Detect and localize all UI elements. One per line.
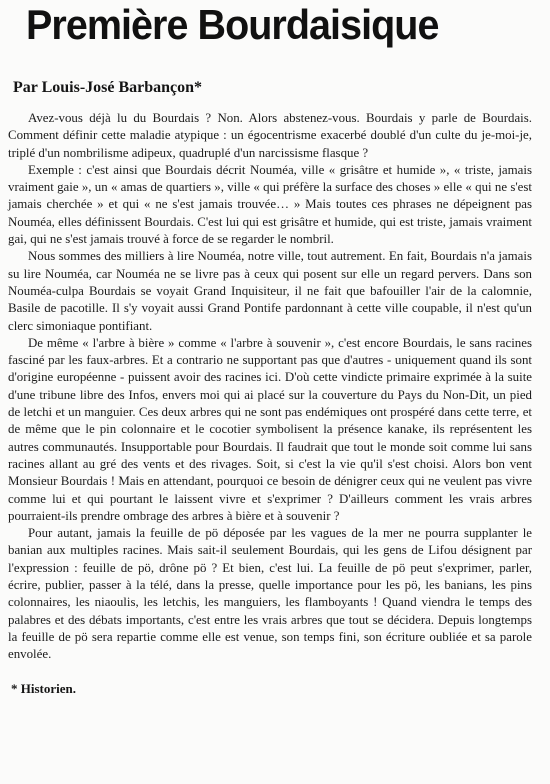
paragraph: De même « l'arbre à bière » comme « l'arbre à souvenir », c'est encore Bourdais, le sans racines fasciné par les faux-arbres. Et a contrario ne supportant pas que d'autres - uniquement quand ils sont d'origine européenne - puissent avoir des racines ici. D'où cette vindicte primaire exprimée à la suite d'une tribune libre des Infos, envers moi qui ai placé sur la couverture du Pays du Non-Dit, un pied de letchi et un manguier. Ces deux arbres qui ne sont pas endémiques ont prospéré dans cette terre, et de même que le pin colonnaire et le cocotier symbolisent la présence kanake, ils représentent les autres communautés. Insupportable pour Bourdais. Il faudrait que tout le monde soit comme lui sans racines allant au gré des vents et des rivages. Soit, si c'est la vie qu'il s'est choisi. Alors bon vent Monsieur Bourdais ! Mais en attendant, pourquoi ce besoin de dénigrer ceux qui ne veulent pas vivre comme lui et qui pourtant le laissent vivre et s'exprimer ? D'ailleurs comment les vrais arbres pourraient-ils prendre ombrage des arbres à bière et à souvenir ?	[8, 335, 532, 523]
article-byline: Par Louis-José Barbançon*	[13, 79, 203, 96]
paragraph: Avez-vous déjà lu du Bourdais ? Non. Alors abstenez-vous. Bourdais y parle de Bourdais. Comment définir cette maladie atypique : un égocentrisme exacerbé doublé d'un culte du je-moi-je, triplé d'un nombrilisme adipeux, quadruplé d'un narcissisme flasque ?	[8, 111, 532, 160]
paragraph: Nous sommes des milliers à lire Nouméa, notre ville, tout autrement. En fait, Bourdais n'a jamais su lire Nouméa, car Nouméa ne se livre pas à ceux qui posent sur elle un regard pervers. Dans son Nouméa-culpa Bourdais se voyait Grand Inquisiteur, il ne fait que bafouiller l'air de la calomnie, Basile de pacotille. Il s'y voyait aussi Grand Pontife pardonnant à cette ville coupable, il n'est qu'un clerc simoniaque pontifiant.	[8, 249, 532, 333]
article-title: Première Bourdaisique	[26, 1, 439, 48]
paragraph: Pour autant, jamais la feuille de pö déposée par les vagues de la mer ne pourra supplanter le banian aux multiples racines. Mais sait-il seulement Bourdais, qui les gens de Lifou désignent par l'expression : feuille de pö, drône pö ? Et bien, c'est lui. La feuille de pö peut s'exprimer, parler, écrire, publier, passer à la télé, dans la presse, quelle importance pour les pö, les banians, les pins colonnaires, les niaoulis, les letchis, les manguiers, les flamboyants ! Quand viendra le temps des palabres et des débats importants, c'est entre les vrais arbres que tout se décidera. Depuis longtemps la feuille de pö sera repartie comme elle est venue, son temps fini, son écriture oubliée et sa parole envolée.	[8, 526, 532, 662]
author-footnote: * Historien.	[11, 680, 76, 696]
article-body	[8, 110, 532, 664]
paragraph: Exemple : c'est ainsi que Bourdais décrit Nouméa, ville « grisâtre et humide », « triste, jamais vraiment gaie », un « amas de quartiers », ville « qui préfère la surface des choses » elle « qui ne s'est jamais cherchée » et qui « ne s'est jamais trouvée… » Mais toutes ces phrases ne dépeignent pas Nouméa, elles définissent Bourdais. C'est lui qui est grisâtre et humide, qui est triste, jamais vraiment gai, qui ne s'est jamais trouvé à force de se regarder le nombril.	[8, 162, 532, 247]
